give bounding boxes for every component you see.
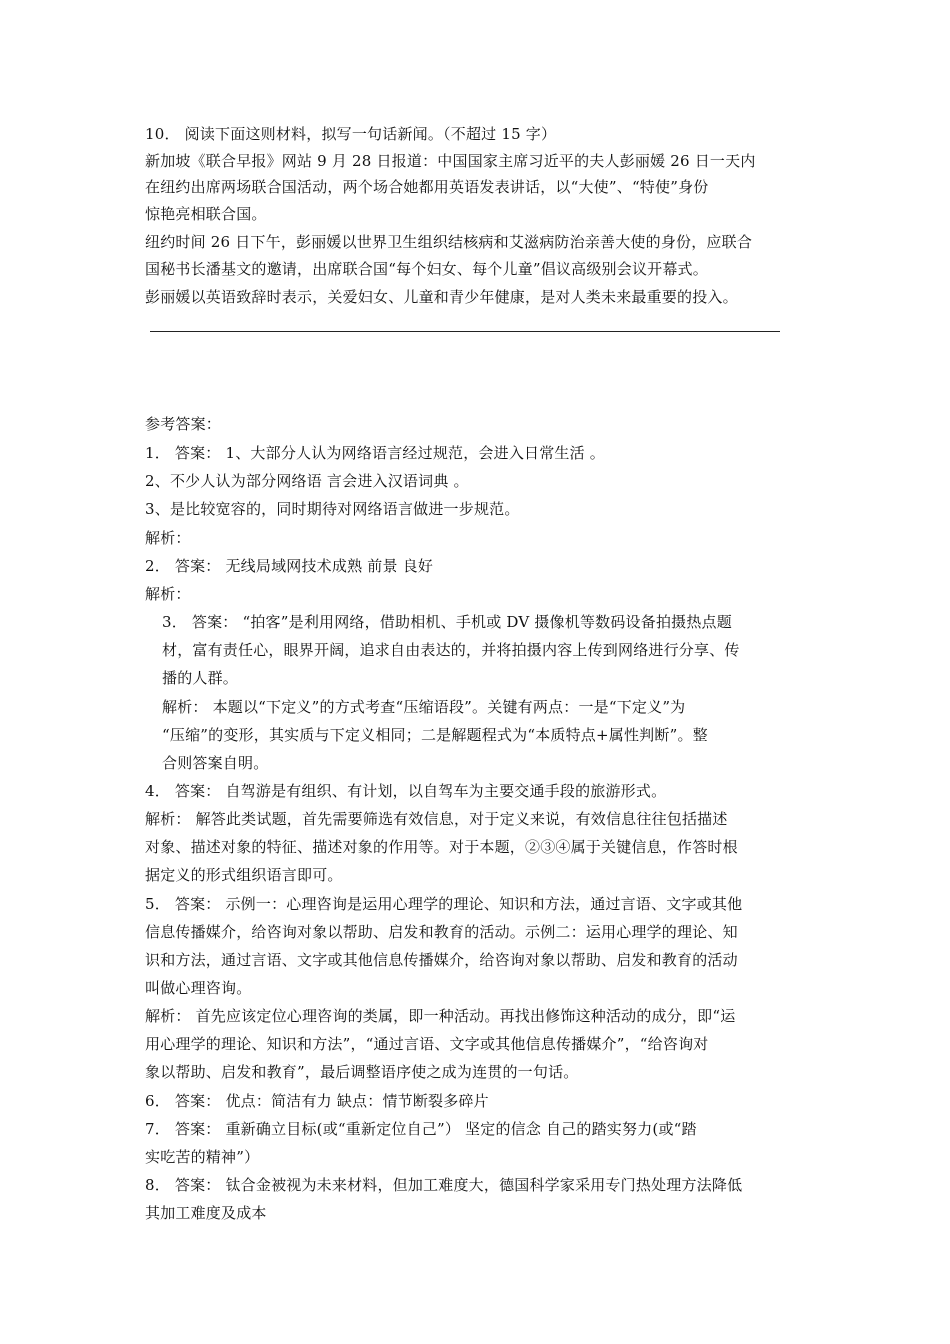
answer-line-24: 6． 答案： 优点：简洁有力 缺点：情节断裂多碎片 bbox=[145, 1092, 489, 1110]
answer-line-26: 实吃苦的精神”） bbox=[145, 1148, 260, 1166]
answers-heading: 参考答案： bbox=[145, 415, 222, 433]
answer-line-18: 信息传播媒介，给咨询对象以帮助、启发和教育的活动。示例二：运用心理学的理论、知 bbox=[145, 923, 738, 941]
answer-line-7: 3． 答案： “拍客”是利用网络，借助相机、手机或 DV 摄像机等数码设备拍摄热点题 bbox=[162, 613, 732, 631]
answer-line-28: 其加工难度及成本 bbox=[145, 1204, 267, 1222]
material-line-6: 彭丽媛以英语致辞时表示，关爱妇女、儿童和青少年健康，是对人类未来最重要的投入。 bbox=[145, 288, 738, 306]
answer-line-23: 象以帮助、启发和教育”，最后调整语序使之成为连贯的一句话。 bbox=[145, 1063, 579, 1081]
material-line-1: 新加坡《联合早报》网站 9 月 28 日报道：中国国家主席习近平的夫人彭丽媛 26 日一天内 bbox=[145, 152, 756, 170]
answer-line-19: 识和方法，通过言语、文字或其他信息传播媒介，给咨询对象以帮助、启发和教育的活动 bbox=[145, 951, 738, 969]
material-line-5: 国秘书长潘基文的邀请，出席联合国“每个妇女、每个儿童”倡议高级别会议开幕式。 bbox=[145, 260, 708, 278]
answer-line-17: 5． 答案： 示例一：心理咨询是运用心理学的理论、知识和方法，通过言语、文字或其他 bbox=[145, 895, 743, 913]
answer-line-6: 解析： bbox=[145, 585, 191, 603]
answer-line-10: 解析： 本题以“下定义”的方式考查“压缩语段”。关键有两点：一是“下定义”为 bbox=[162, 698, 686, 716]
answer-line-11: “压缩”的变形，其实质与下定义相同；二是解题程式为“本质特点+属性判断”。整 bbox=[162, 726, 708, 744]
question-10-prompt: 10． 阅读下面这则材料，拟写一句话新闻。（不超过 15 字） bbox=[145, 125, 557, 143]
answer-line-8: 材，富有责任心，眼界开阔，追求自由表达的，并将拍摄内容上传到网络进行分享、传 bbox=[162, 641, 740, 659]
answer-line-13: 4． 答案： 自驾游是有组织、有计划，以自驾车为主要交通手段的旅游形式。 bbox=[145, 782, 667, 800]
answer-line-27: 8． 答案： 钛合金被视为未来材料，但加工难度大，德国科学家采用专门热处理方法降低 bbox=[145, 1176, 743, 1194]
answer-line-25: 7． 答案： 重新确立目标(或“重新定位自己”） 坚定的信念 自己的踏实努力(或“踏 bbox=[145, 1120, 697, 1138]
answer-line-21: 解析： 首先应该定位心理咨询的类属，即一种活动。再找出修饰这种活动的成分，即“运 bbox=[145, 1007, 736, 1025]
answer-line-12: 合则答案自明。 bbox=[162, 754, 269, 772]
answer-line-3: 3、是比较宽容的，同时期待对网络语言做进一步规范。 bbox=[145, 500, 520, 518]
material-line-3: 惊艳亮相联合国。 bbox=[145, 205, 267, 223]
material-line-4: 纽约时间 26 日下午，彭丽媛以世界卫生组织结核病和艾滋病防治亲善大使的身份，应联合 bbox=[145, 233, 753, 251]
answer-line-1: 1． 答案： 1、大部分人认为网络语言经过规范，会进入日常生活 。 bbox=[145, 444, 605, 462]
answer-line-5: 2． 答案： 无线局域网技术成熟 前景 良好 bbox=[145, 557, 434, 575]
answer-line-4: 解析： bbox=[145, 529, 191, 547]
material-line-2: 在纽约出席两场联合国活动，两个场合她都用英语发表讲话，以“大使”、“特使”身份 bbox=[145, 178, 709, 196]
answer-line-16: 据定义的形式组织语言即可。 bbox=[145, 866, 343, 884]
answer-line-9: 播的人群。 bbox=[162, 669, 239, 687]
answer-line-20: 叫做心理咨询。 bbox=[145, 979, 252, 997]
answer-blank-line bbox=[150, 331, 780, 332]
answer-line-22: 用心理学的理论、知识和方法”，“通过言语、文字或其他信息传播媒介”，“给咨询对 bbox=[145, 1035, 709, 1053]
answer-line-15: 对象、描述对象的特征、描述对象的作用等。对于本题，②③④属于关键信息，作答时根 bbox=[145, 838, 738, 856]
answer-line-14: 解析： 解答此类试题，首先需要筛选有效信息，对于定义来说，有效信息往往包括描述 bbox=[145, 810, 728, 828]
answer-line-2: 2、不少人认为部分网络语 言会进入汉语词典 。 bbox=[145, 472, 469, 490]
